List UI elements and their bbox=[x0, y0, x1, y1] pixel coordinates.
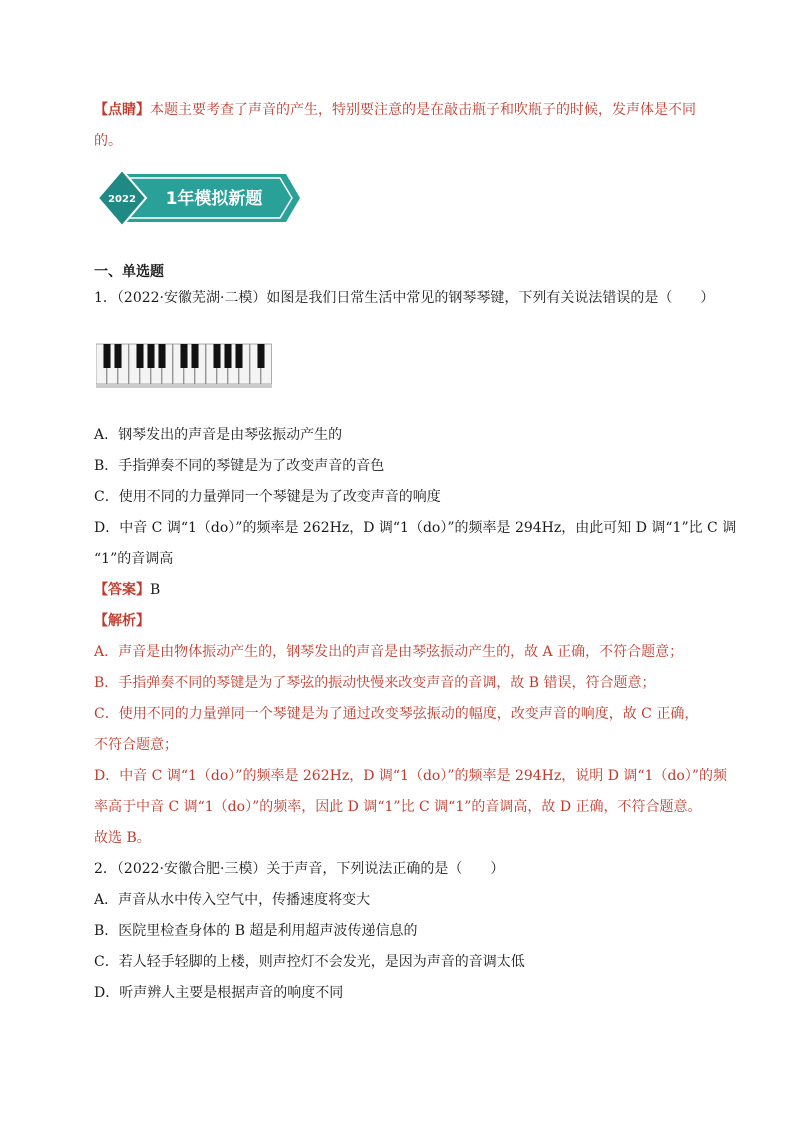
analysis-tag: 【解析】 bbox=[94, 613, 150, 629]
q1-option-b: B．手指弹奏不同的琴键是为了改变声音的音色 bbox=[94, 458, 385, 474]
q1-option-d: D．中音 C 调“1（do）”的频率是 262Hz，D 调“1（do）”的频率是 294Hz，由此可知 D 调“1”比 C 调 bbox=[94, 520, 737, 536]
dianjing-line-2: 的。 bbox=[94, 133, 122, 149]
analysis-line-7: 故选 B。 bbox=[94, 830, 151, 846]
piano-black-key bbox=[235, 344, 242, 368]
analysis-line-3: C．使用不同的力量弹同一个琴键是为了通过改变琴弦振动的幅度，改变声音的响度，故 C 正确， bbox=[94, 706, 699, 722]
q1-answer bbox=[94, 580, 714, 600]
q2-option-d: D．听声辨人主要是根据声音的响度不同 bbox=[94, 985, 344, 1001]
analysis-line-6: 率高于中音 C 调“1（do）”的频率，因此 D 调“1”比 C 调“1”的音调高，故 D 正确，不符合题意。 bbox=[94, 799, 702, 815]
analysis-line-1: A．声音是由物体振动产生的，钢琴发出的声音是由琴弦振动产生的，故 A 正确，不符合题意； bbox=[94, 644, 684, 660]
piano-black-key bbox=[257, 344, 264, 368]
piano-black-key bbox=[180, 344, 187, 368]
piano-black-key bbox=[103, 344, 110, 368]
piano-black-key bbox=[224, 344, 231, 368]
piano-black-key bbox=[191, 344, 198, 368]
analysis-line-2: B．手指弹奏不同的琴键是为了琴弦的振动快慢来改变声音的音调，故 B 错误，符合题意； bbox=[94, 675, 656, 691]
q1-stem: 1．（2022·安徽芜湖·二模）如图是我们日常生活中常见的钢琴琴键，下列有关说法错误的是（ ） bbox=[94, 290, 715, 306]
dianjing-line-1 bbox=[94, 100, 714, 120]
dianjing-text: 本题主要考查了声音的产生，特别要注意的是在敲击瓶子和吹瓶子的时候，发声体是不同 bbox=[150, 102, 696, 118]
mock-exam-banner bbox=[94, 170, 304, 226]
banner-year: 2022 bbox=[108, 194, 136, 205]
answer-value: B bbox=[150, 582, 161, 598]
q2-option-c: C．若人轻手轻脚的上楼，则声控灯不会发光，是因为声音的音调太低 bbox=[94, 954, 525, 970]
q2-stem: 2．（2022·安徽合肥·三模）关于声音，下列说法正确的是（ ） bbox=[94, 861, 505, 877]
banner-title: 1年模拟新题 bbox=[165, 189, 263, 209]
q1-option-d-cont: “1”的音调高 bbox=[94, 551, 174, 567]
q1-option-c: C．使用不同的力量弹同一个琴键是为了改变声音的响度 bbox=[94, 489, 441, 505]
piano-base bbox=[96, 384, 272, 388]
piano-black-key bbox=[147, 344, 154, 368]
q2-option-b: B．医院里检查身体的 B 超是利用超声波传递信息的 bbox=[94, 923, 418, 939]
piano-black-key bbox=[158, 344, 165, 368]
q1-option-a: A．钢琴发出的声音是由琴弦振动产生的 bbox=[94, 427, 343, 443]
dianjing-tag: 【点睛】 bbox=[94, 102, 150, 118]
piano-keyboard-image bbox=[96, 340, 272, 390]
piano-black-key bbox=[114, 344, 121, 368]
q2-option-a: A．声音从水中传入空气中，传播速度将变大 bbox=[94, 892, 371, 908]
piano-black-key bbox=[213, 344, 220, 368]
analysis-line-5: D．中音 C 调“1（do）”的频率是 262Hz，D 调“1（do）”的频率是 294Hz，说明 D 调“1（do）”的频 bbox=[94, 768, 727, 784]
answer-tag: 【答案】 bbox=[94, 582, 150, 598]
analysis-line-4: 不符合题意； bbox=[94, 737, 178, 753]
section-title: 一、单选题 bbox=[94, 264, 164, 280]
piano-black-key bbox=[136, 344, 143, 368]
